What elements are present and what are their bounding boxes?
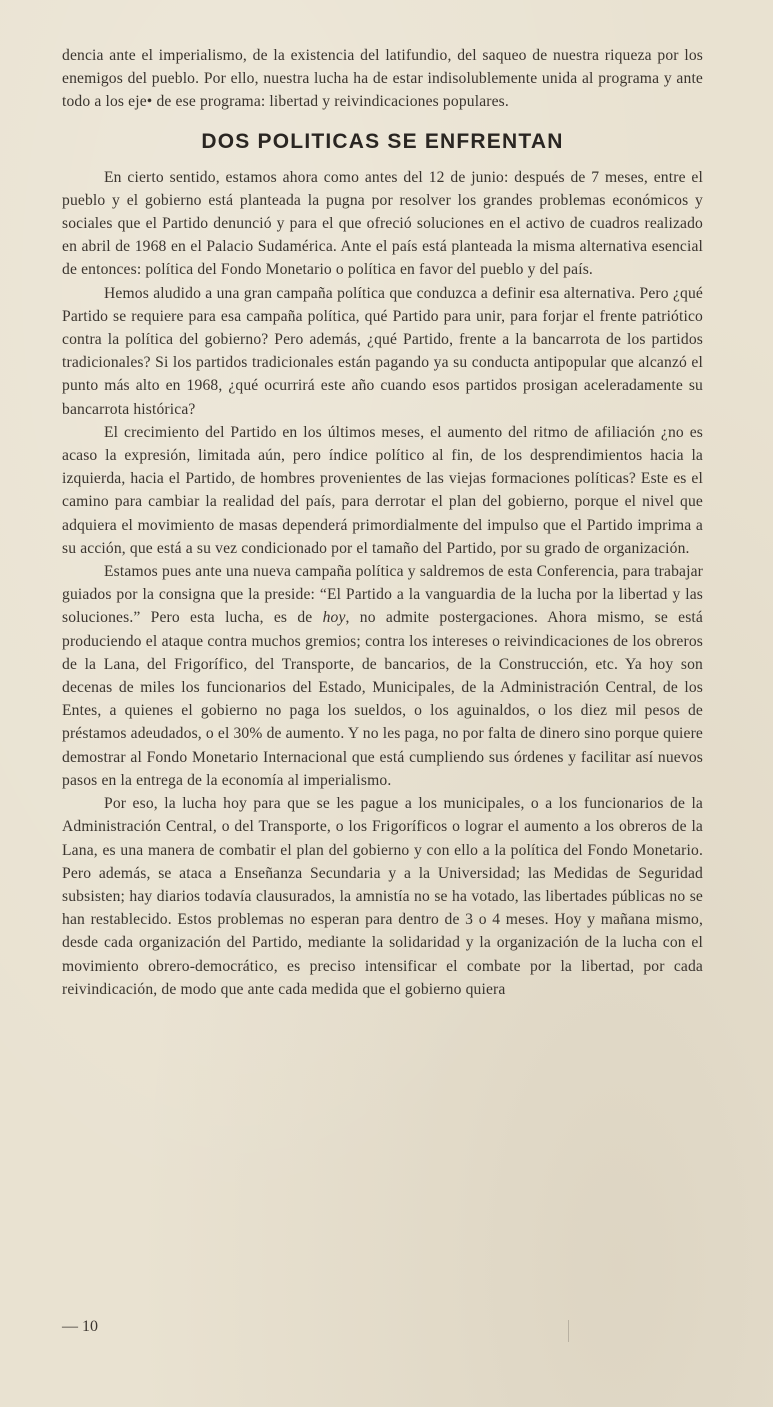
paragraph-4-start: Estamos pues ante una nueva campaña política y saldremos de esta Conferencia, para trabajar guiados por la consigna que la preside: “El Partido a la vanguardia de la lucha por la libertad y las soluciones.” Pero esta lucha, es de xyxy=(62,563,703,627)
section-heading: DOS POLITICAS SE ENFRENTAN xyxy=(201,129,564,153)
paragraph-intro: dencia ante el imperialismo, de la existencia del latifundio, del saqueo de nuestra riqueza por los enemigos del pueblo. Por ello, nuestra lucha ha de estar indisolublemente unida al programa y ante todo a los eje• de ese programa: libertad y reivindicaciones populares. xyxy=(62,47,703,111)
margin-mark xyxy=(568,1320,569,1342)
paragraph-5: Por eso, la lucha hoy para que se les pague a los municipales, o a los funcionarios de la Administración Central, o del Transporte, o los Frigoríficos o lograr el aumento a los obreros de la Lana, es una manera de combatir el plan del gobierno y con ello a la política del Fondo Monetario. Pero además, se ataca a Enseñanza Secundaria y a la Universidad; las Medidas de Seguridad subsisten; hay diarios todavía clausurados, la amnistía no se ha votado, las libertades públicas no se han restablecido. Estos problemas no esperan para dentro de 3 o 4 meses. Hoy y mañana mismo, desde cada organización del Partido, mediante la solidaridad y la organización de la lucha con el movimiento obrero-democrático, es preciso intensificar el combate por la libertad, por cada reivindicación, de modo que ante cada medida que el gobierno quiera xyxy=(62,795,703,998)
paragraph-4-emphasis: hoy xyxy=(322,609,346,627)
paragraph-2: Hemos aludido a una gran campaña política que conduzca a definir esa alternativa. Pero ¿qué Partido se requiere para esa campaña política, qué Partido para unir, para forjar el frente patriótico contra la política del gobierno? Pero además, ¿qué Partido, frente a la bancarrota de los partidos tradicionales? Si los partidos tradicionales están pagando ya su conducta antipopular que alcanzó el punto más alto en 1968, ¿qué ocurrirá este año cuando esos partidos prosigan aceleradamente su bancarrota histórica? xyxy=(62,284,703,418)
paragraph-3: El crecimiento del Partido en los últimos meses, el aumento del ritmo de afiliación ¿no es acaso la expresión, limitada aún, pero índice político al fin, de los desprendimientos hacia la izquierda, hacia el Partido, de hombres provenientes de las viejas formaciones políticas? Este es el camino para cambiar la realidad del país, para derrotar el plan del gobierno, porque el nivel que adquiera el movimiento de masas dependerá primordialmente del impulso que el Partido imprima a su acción, que está a su vez condicionado por el tamaño del Partido, por su grado de organización. xyxy=(62,423,703,557)
document-body xyxy=(62,44,703,1001)
paragraph-4 xyxy=(62,560,703,792)
paragraph-4-rest: , no admite postergaciones. Ahora mismo, se está produciendo el ataque contra muchos gremios; contra los intereses o reivindicaciones de los obreros de la Lana, del Frigorífico, del Transporte, de bancarios, de la Construcción, etc. Ya hoy son decenas de miles los funcionarios del Estado, Municipales, de la Administración Central, de los Entes, a quienes el gobierno no paga los sueldos, o los aguinaldos, o los diez mil pesos de préstamos adeudados, o el 30% de aumento. Y no les paga, no por falta de dinero sino porque quiere demostrar al Fondo Monetario Internacional que está cumpliendo sus órdenes y facilitar así nuevos pasos en la entrega de la economía al imperialismo. xyxy=(62,609,704,789)
paragraph-1: En cierto sentido, estamos ahora como antes del 12 de junio: después de 7 meses, entre el pueblo y el gobierno está planteada la pugna por resolver los grandes problemas económicos y sociales que el Partido denunció y para el que ofreció soluciones en el activo de cuadros realizado en abril de 1968 en el Palacio Sudamérica. Ante el país está planteada la misma alternativa esencial de entonces: política del Fondo Monetario o política en favor del pueblo y del país. xyxy=(62,168,703,279)
page-number: — 10 xyxy=(62,1318,98,1335)
